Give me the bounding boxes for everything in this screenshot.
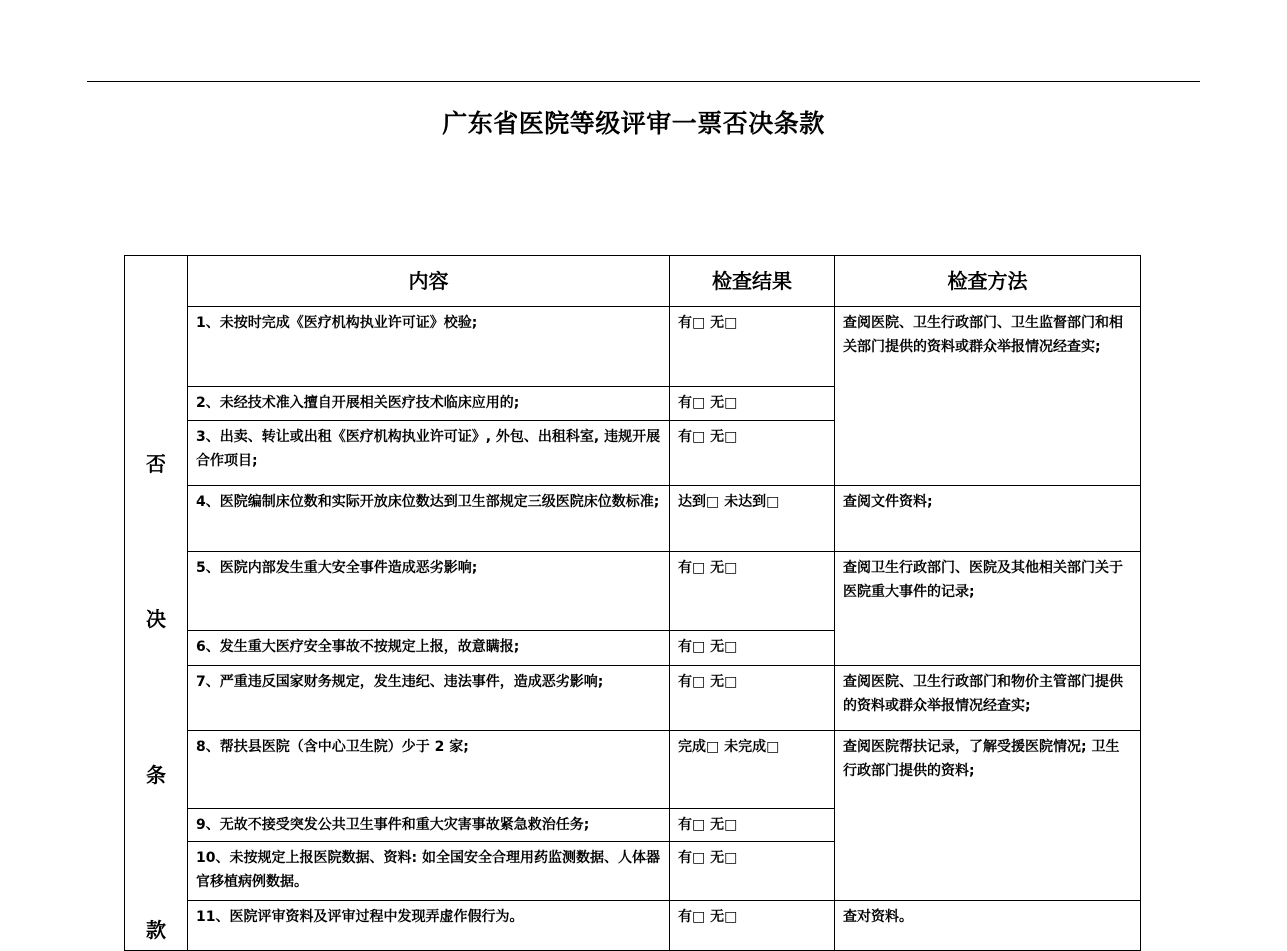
row-result: 有□ 无□ [670,421,835,486]
row-content: 3、出卖、转让或出租《医疗机构执业许可证》, 外包、出租科室, 违规开展合作项目; [188,421,670,486]
row-method: 查阅医院帮扶记录，了解受援医院情况; 卫生行政部门提供的资料; [835,730,1141,900]
veto-side-label [125,256,188,951]
row-content: 1、未按时完成《医疗机构执业许可证》校验; [188,307,670,387]
table-row [125,901,1141,951]
table-row [125,552,1141,630]
header-result: 检查结果 [670,256,835,307]
row-method: 查对资料。 [835,901,1141,951]
table-header-row [125,256,1141,307]
table-row [125,730,1141,808]
row-content: 6、发生重大医疗安全事故不按规定上报，故意瞒报; [188,630,670,665]
row-content: 5、医院内部发生重大安全事件造成恶劣影响; [188,552,670,630]
row-content: 9、无故不接受突发公共卫生事件和重大灾害事故紧急救治任务; [188,809,670,842]
row-result: 完成□ 未完成□ [670,730,835,808]
row-content: 2、未经技术准入擅自开展相关医疗技术临床应用的; [188,387,670,421]
row-result: 达到□ 未达到□ [670,486,835,552]
row-result: 有□ 无□ [670,630,835,665]
top-rule [87,81,1200,82]
veto-clauses-table [124,255,1141,951]
row-result: 有□ 无□ [670,665,835,730]
row-result: 有□ 无□ [670,842,835,901]
side-label-char: 条 [146,762,166,787]
table-row [125,307,1141,387]
row-result: 有□ 无□ [670,387,835,421]
side-label-char: 决 [146,607,166,632]
row-content: 8、帮扶县医院（含中心卫生院）少于 2 家; [188,730,670,808]
document-title: 广东省医院等级评审一票否决条款 [442,109,825,138]
row-method: 查阅文件资料; [835,486,1141,552]
row-content: 7、严重违反国家财务规定，发生违纪、违法事件，造成恶劣影响; [188,665,670,730]
row-content: 4、医院编制床位数和实际开放床位数达到卫生部规定三级医院床位数标准; [188,486,670,552]
row-result: 有□ 无□ [670,809,835,842]
row-method: 查阅卫生行政部门、医院及其他相关部门关于医院重大事件的记录; [835,552,1141,665]
table-row [125,486,1141,552]
header-method: 检查方法 [835,256,1141,307]
side-label-char: 否 [146,452,166,476]
row-method: 查阅医院、卫生行政部门、卫生监督部门和相关部门提供的资料或群众举报情况经查实; [835,307,1141,486]
row-result: 有□ 无□ [670,901,835,951]
row-result: 有□ 无□ [670,552,835,630]
table-row [125,665,1141,730]
row-content: 10、未按规定上报医院数据、资料: 如全国安全合理用药监测数据、人体器官移植病例数据。 [188,842,670,901]
header-content: 内容 [188,256,670,307]
side-label-char: 款 [146,917,166,942]
row-content: 11、医院评审资料及评审过程中发现弄虚作假行为。 [188,901,670,951]
row-method: 查阅医院、卫生行政部门和物价主管部门提供的资料或群众举报情况经查实; [835,665,1141,730]
row-result: 有□ 无□ [670,307,835,387]
